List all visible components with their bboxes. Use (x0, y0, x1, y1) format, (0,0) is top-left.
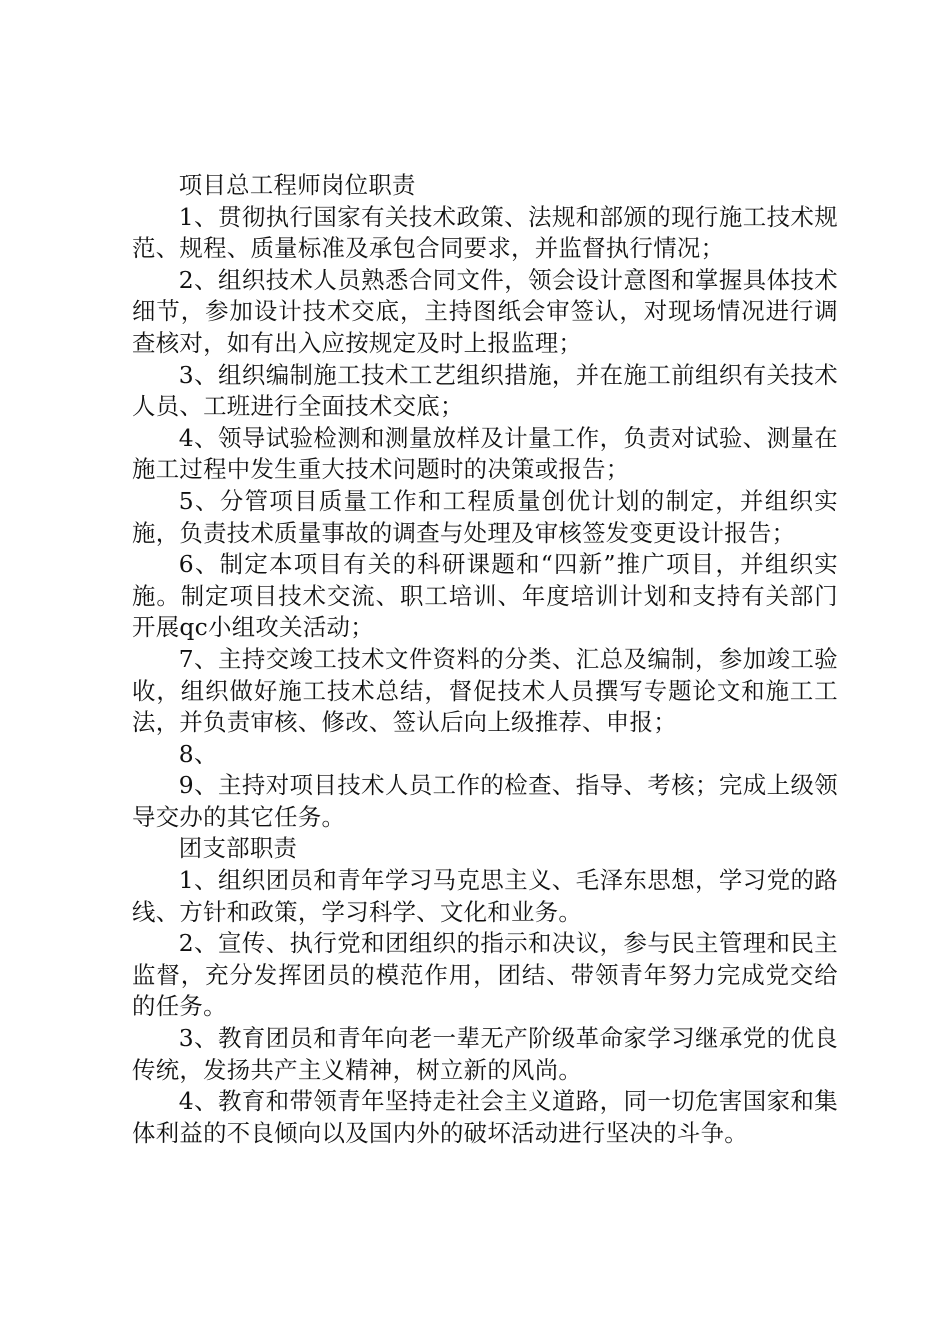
document-body (132, 170, 838, 1149)
duty-item: 2、组织技术人员熟悉合同文件，领会设计意图和掌握具体技术细节，参加设计技术交底，主持图纸会审签认，对现场情况进行调查核对，如有出入应按规定及时上报监理； (132, 265, 838, 357)
duty-item: 5、分管项目质量工作和工程质量创优计划的制定，并组织实施，负责技术质量事故的调查与处理及审核签发变更设计报告； (132, 486, 838, 547)
duty-item: 4、教育和带领青年坚持走社会主义道路，同一切危害国家和集体利益的不良倾向以及国内外的破坏活动进行坚决的斗争。 (132, 1087, 838, 1147)
duty-item: 6、制定本项目有关的科研课题和“四新”推广项目，并组织实施。制定项目技术交流、职工培训、年度培训计划和支持有关部门开展qc小组攻关活动； (132, 550, 838, 642)
duty-item: 8、 (178, 739, 218, 768)
duty-item: 1、贯彻执行国家有关技术政策、法规和部颁的现行施工技术规范、规程、质量标准及承包合同要求，并监督执行情况； (132, 202, 838, 263)
duty-item: 7、主持交竣工技术文件资料的分类、汇总及编制，参加竣工验收，组织做好施工技术总结，督促技术人员撰写专题论文和施工工法，并负责审核、修改、签认后向上级推荐、申报； (132, 644, 838, 737)
section-title-engineer: 项目总工程师岗位职责 (178, 171, 416, 199)
duty-item: 4、领导试验检测和测量放样及计量工作，负责对试验、测量在施工过程中发生重大技术问题时的决策或报告； (132, 423, 838, 484)
section-title-league: 团支部职责 (178, 834, 298, 863)
duty-item: 3、组织编制施工技术工艺组织措施，并在施工前组织有关技术人员、工班进行全面技术交底； (132, 360, 838, 421)
duty-item: 9、主持对项目技术人员工作的检查、指导、考核；完成上级领导交办的其它任务。 (132, 771, 838, 831)
duty-item: 2、宣传、执行党和团组织的指示和决议，参与民主管理和民主监督，充分发挥团员的模范作用，团结、带领青年努力完成党交给的任务。 (132, 929, 838, 1021)
duty-item: 3、教育团员和青年向老一辈无产阶级革命家学习继承党的优良传统，发扬共产主义精神，树立新的风尚。 (132, 1024, 838, 1084)
duty-item: 1、组织团员和青年学习马克思主义、毛泽东思想，学习党的路线、方针和政策，学习科学、文化和业务。 (132, 866, 838, 926)
